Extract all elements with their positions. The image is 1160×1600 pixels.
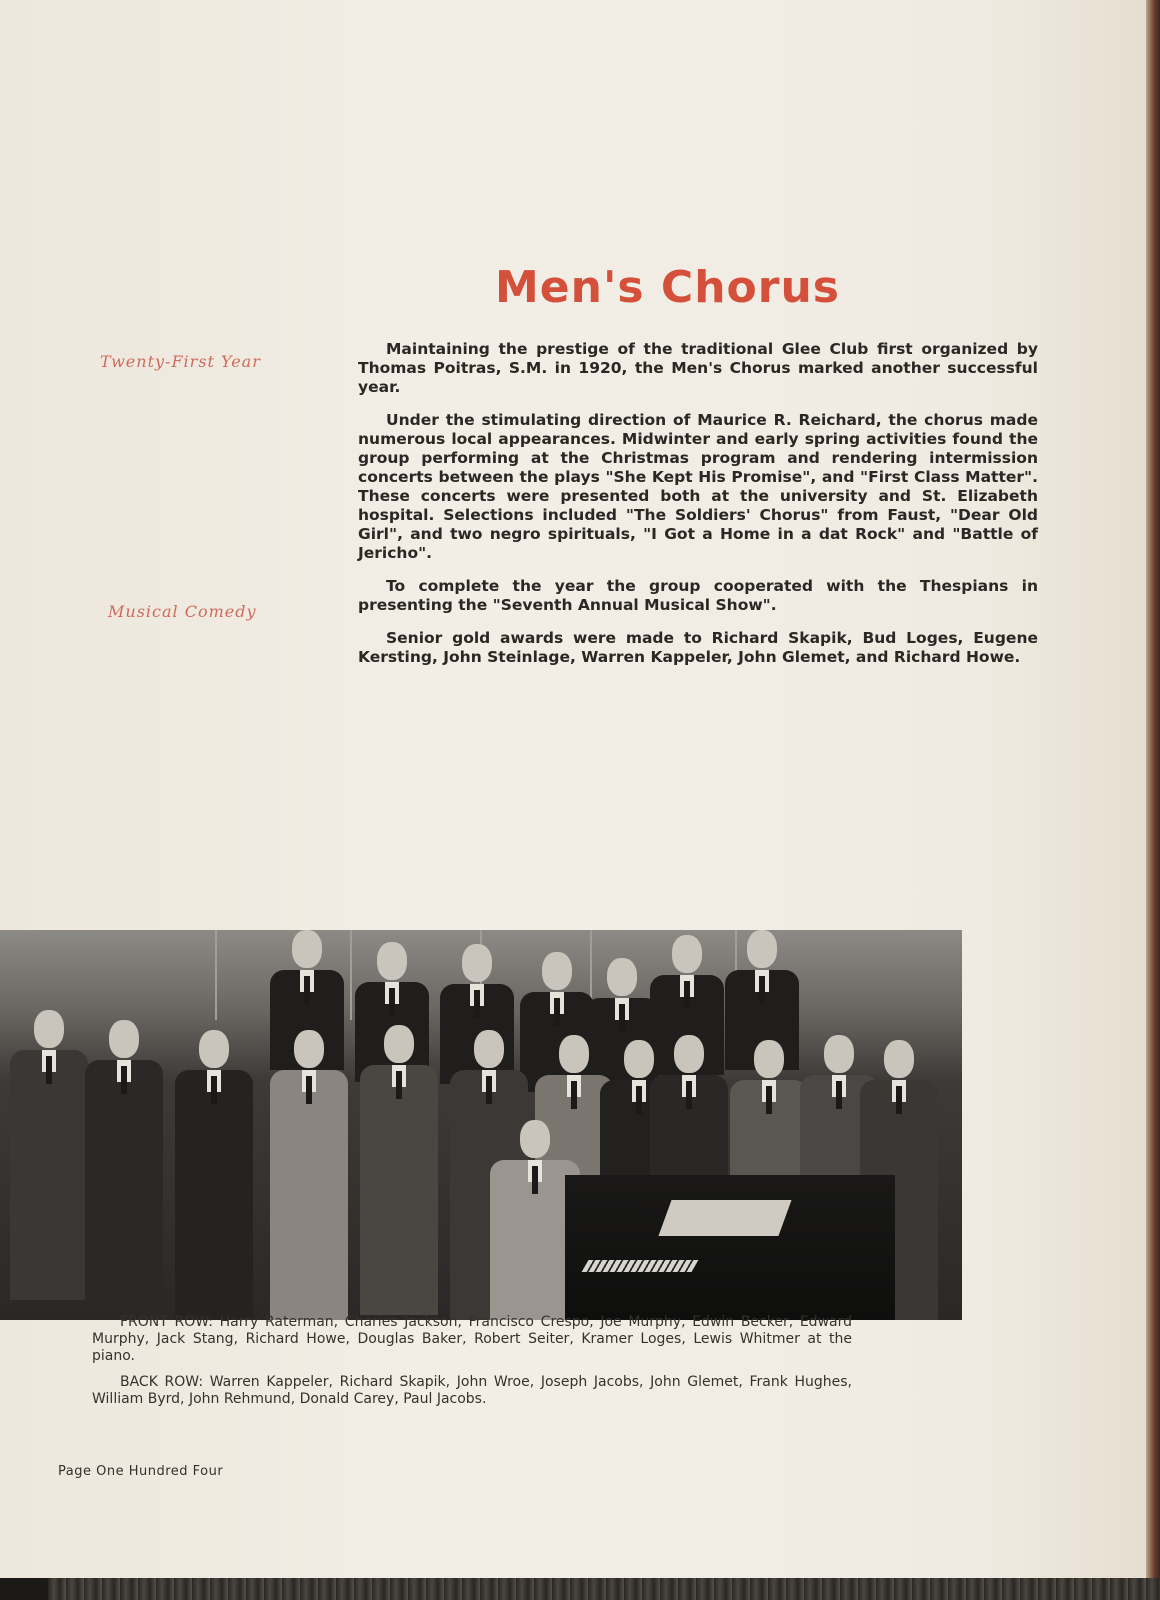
member-tie (474, 990, 480, 1018)
chorus-member (175, 1030, 253, 1320)
member-head (377, 942, 407, 980)
member-tie (304, 976, 310, 1004)
paragraph-3: To complete the year the group cooperated with the Thespians in presenting the "Seventh Annual Musical Show". (358, 577, 1038, 614)
caption-front-row: FRONT ROW: Harry Raterman, Charles Jackson, Francisco Crespo, Joe Murphy, Edwin Becker, Edward Murphy, Jack Stang, Richard Howe, Douglas Baker, Robert Seiter, Kramer Loges, Lewis Whitmer at the piano. (92, 1314, 852, 1364)
chorus-member (85, 1020, 163, 1310)
member-head (747, 930, 777, 968)
chorus-member (360, 1025, 438, 1315)
member-tie (684, 981, 690, 1009)
member-tie (121, 1066, 127, 1094)
wall-panel (350, 930, 352, 1020)
member-tie (46, 1056, 52, 1084)
member-head (607, 958, 637, 996)
member-tie (571, 1081, 577, 1109)
chorus-member (270, 1030, 348, 1320)
member-head (384, 1025, 414, 1063)
member-head (109, 1020, 139, 1058)
member-head (672, 935, 702, 973)
caption-back-row: BACK ROW: Warren Kappeler, Richard Skapik, John Wroe, Joseph Jacobs, John Glemet, Frank Hughes, William Byrd, John Rehmund, Donald Carey, Paul Jacobs. (92, 1374, 852, 1407)
member-suit (10, 1050, 88, 1300)
member-tie (896, 1086, 902, 1114)
member-tie (759, 976, 765, 1004)
member-head (292, 930, 322, 968)
member-head (824, 1035, 854, 1073)
book-binding-edge (1146, 0, 1160, 1600)
member-head (294, 1030, 324, 1068)
book-bottom-edge (48, 1578, 1160, 1600)
member-tie (766, 1086, 772, 1114)
member-suit (175, 1070, 253, 1320)
photo-caption (92, 1314, 852, 1417)
member-tie (211, 1076, 217, 1104)
member-head (542, 952, 572, 990)
member-tie (306, 1076, 312, 1104)
member-head (520, 1120, 550, 1158)
chorus-member (10, 1010, 88, 1300)
member-head (559, 1035, 589, 1073)
paragraph-2: Under the stimulating direction of Maurice R. Reichard, the chorus made numerous local appearances. Midwinter and early spring activities found the group performing at the Christmas program and rendering intermission concerts between the plays "She Kept His Promise", and "First Class Matter". These concerts were presented both at the university and St. Elizabeth hospital. Selections included "The Soldiers' Chorus" from Faust, "Dear Old Girl", and two negro spirituals, "I Got a Home in a dat Rock" and "Battle of Jericho". (358, 411, 1038, 562)
member-tie (554, 998, 560, 1026)
piano (565, 1175, 895, 1320)
paragraph-4: Senior gold awards were made to Richard Skapik, Bud Loges, Eugene Kersting, John Steinlage, Warren Kappeler, John Glemet, and Richard Howe. (358, 629, 1038, 666)
paragraph-1: Maintaining the prestige of the traditional Glee Club first organized by Thomas Poitras, S.M. in 1920, the Men's Chorus marked another successful year. (358, 340, 1038, 396)
page-number: Page One Hundred Four (58, 1464, 224, 1479)
page-title: Men's Chorus (495, 262, 840, 313)
article-body (358, 340, 1038, 681)
member-tie (532, 1166, 538, 1194)
member-tie (636, 1086, 642, 1114)
member-tie (389, 988, 395, 1016)
piano-keys (582, 1260, 699, 1272)
member-head (754, 1040, 784, 1078)
group-photo (0, 930, 962, 1320)
member-head (462, 944, 492, 982)
member-tie (836, 1081, 842, 1109)
member-tie (686, 1081, 692, 1109)
member-suit (85, 1060, 163, 1310)
member-head (674, 1035, 704, 1073)
side-note-musical-comedy: Musical Comedy (108, 602, 257, 621)
member-suit (360, 1065, 438, 1315)
member-head (34, 1010, 64, 1048)
sheet-music (658, 1200, 791, 1236)
member-tie (396, 1071, 402, 1099)
member-tie (486, 1076, 492, 1104)
member-tie (619, 1004, 625, 1032)
wall-panel (215, 930, 217, 1020)
side-note-twenty-first-year: Twenty-First Year (100, 352, 261, 371)
member-head (199, 1030, 229, 1068)
member-head (884, 1040, 914, 1078)
member-suit (270, 1070, 348, 1320)
member-head (474, 1030, 504, 1068)
